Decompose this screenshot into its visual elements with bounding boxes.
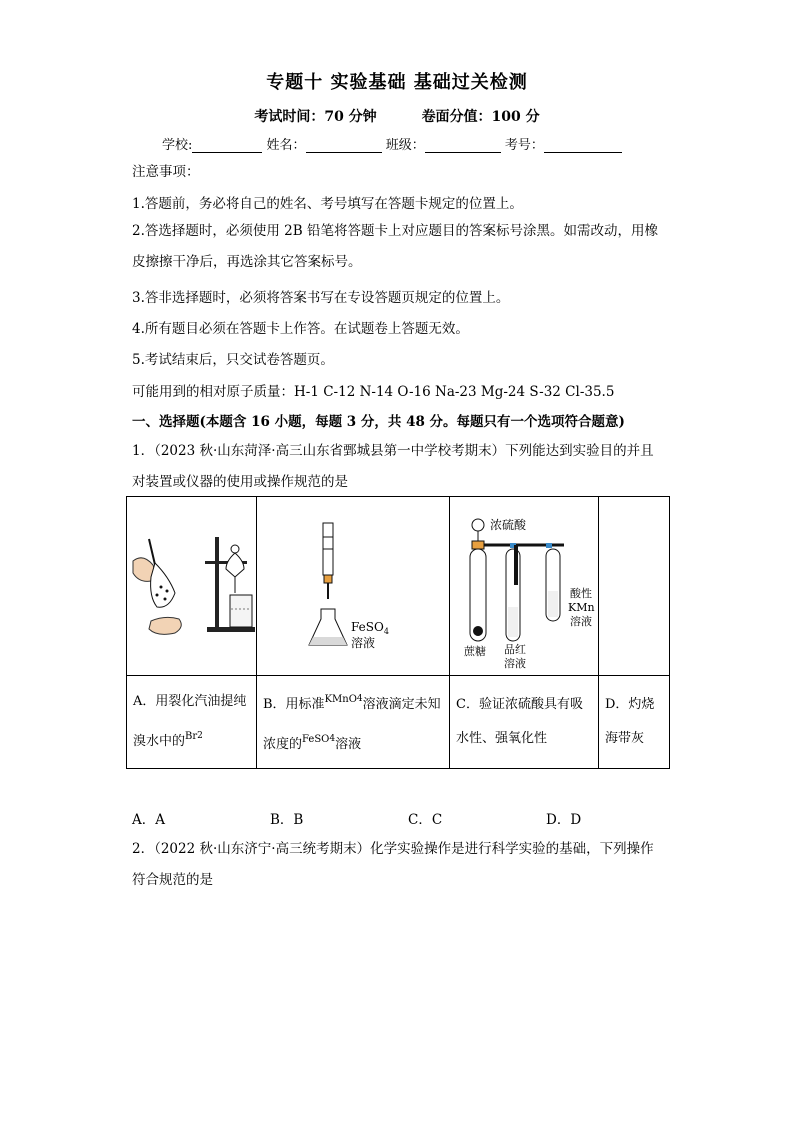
- note-item-1: 1.答题前，务必将自己的姓名、考号填写在答题卡规定的位置上。: [132, 196, 523, 212]
- image-cell-a: [127, 497, 257, 676]
- school-field[interactable]: [192, 138, 262, 153]
- note-item-4: 4.所有题目必须在答题卡上作答。在试题卷上答题无效。: [132, 321, 469, 337]
- option-c[interactable]: C．C: [408, 812, 443, 828]
- image-cell-b: [257, 497, 450, 676]
- kmn-solution-label: 溶液: [570, 615, 592, 628]
- feso4-solution-label: 溶液: [351, 636, 376, 650]
- image-cell-c: [450, 497, 599, 676]
- separatory-funnel-figure: [127, 497, 255, 671]
- question-1-stem: 1．（2023 秋·山东菏泽·高三山东省鄄城县第一中学校考期末）下列能达到实验目的并且对装置或仪器的使用或操作规范的是: [132, 443, 654, 490]
- name-label: 姓名：: [266, 138, 306, 153]
- exam-meta: [0, 106, 794, 126]
- number-label: 考号：: [504, 138, 544, 153]
- note-item-2: 2.答选择题时，必须使用 2B 铅笔将答题卡上对应题目的答案标号涂黑。如需改动，用橡皮擦擦干净后，再选涂其它答案标号。: [132, 223, 658, 270]
- caption-d: D．灼烧海带灰: [599, 676, 670, 769]
- note-item-5: 5.考试结束后，只交试卷答题页。: [132, 352, 334, 368]
- student-info-row: [162, 134, 622, 153]
- caption-c: C．验证浓硫酸具有吸水性、强氧化性: [450, 676, 599, 769]
- caption-a: A．用裂化汽油提纯溴水中的$^{Br2}$: [127, 676, 257, 769]
- section-heading: 一、选择题(本题含 16 小题，每题 3 分，共 48 分。每题只有一个选项符合题意): [132, 414, 625, 430]
- sugar-label: 蔗糖: [464, 645, 486, 658]
- option-d[interactable]: D．D: [546, 812, 582, 828]
- class-field[interactable]: [425, 138, 501, 153]
- exam-score: 卷面分值：100 分: [421, 109, 540, 125]
- question-1-options: [132, 808, 684, 828]
- class-label: 班级：: [385, 138, 425, 153]
- exam-time: 考试时间：70 分钟: [254, 109, 377, 125]
- name-field[interactable]: [306, 138, 382, 153]
- school-label: 学校:: [162, 138, 193, 153]
- image-cell-d: [599, 497, 670, 676]
- kmn-label: KMn: [568, 601, 595, 614]
- atomic-mass-line: 可能用到的相对原子质量：H-1 C-12 N-14 O-16 Na-23 Mg-24 S-32 Cl-35.5: [132, 384, 615, 400]
- question-2-stem: 2．（2022 秋·山东济宁·高三统考期末）化学实验操作是进行科学实验的基础，下列操作符合规范的是: [132, 841, 654, 888]
- option-a[interactable]: A．A: [132, 812, 165, 828]
- caption-b: B．用标准$^{KMnO4}$溶液滴定未知浓度的$^{FeSO4}$溶液: [257, 676, 450, 769]
- pinhong-solution-label: 溶液: [504, 657, 526, 670]
- number-field[interactable]: [544, 138, 622, 153]
- option-b[interactable]: B．B: [270, 812, 304, 828]
- sulfuric-acid-apparatus-figure: [450, 497, 598, 671]
- page-title: 专题十 实验基础 基础过关检测: [266, 72, 528, 93]
- note-item-3: 3.答非选择题时，必须将答案书写在专设答题页规定的位置上。: [132, 290, 510, 306]
- titration-figure: [257, 497, 449, 671]
- conc-acid-label: 浓硫酸: [490, 518, 527, 532]
- notes-heading: 注意事项：: [132, 164, 200, 180]
- pinhong-label: 品红: [504, 643, 526, 656]
- feso4-label: FeSO$_4$: [351, 620, 389, 636]
- acidic-label: 酸性: [570, 587, 592, 600]
- question-1-table: [126, 496, 670, 769]
